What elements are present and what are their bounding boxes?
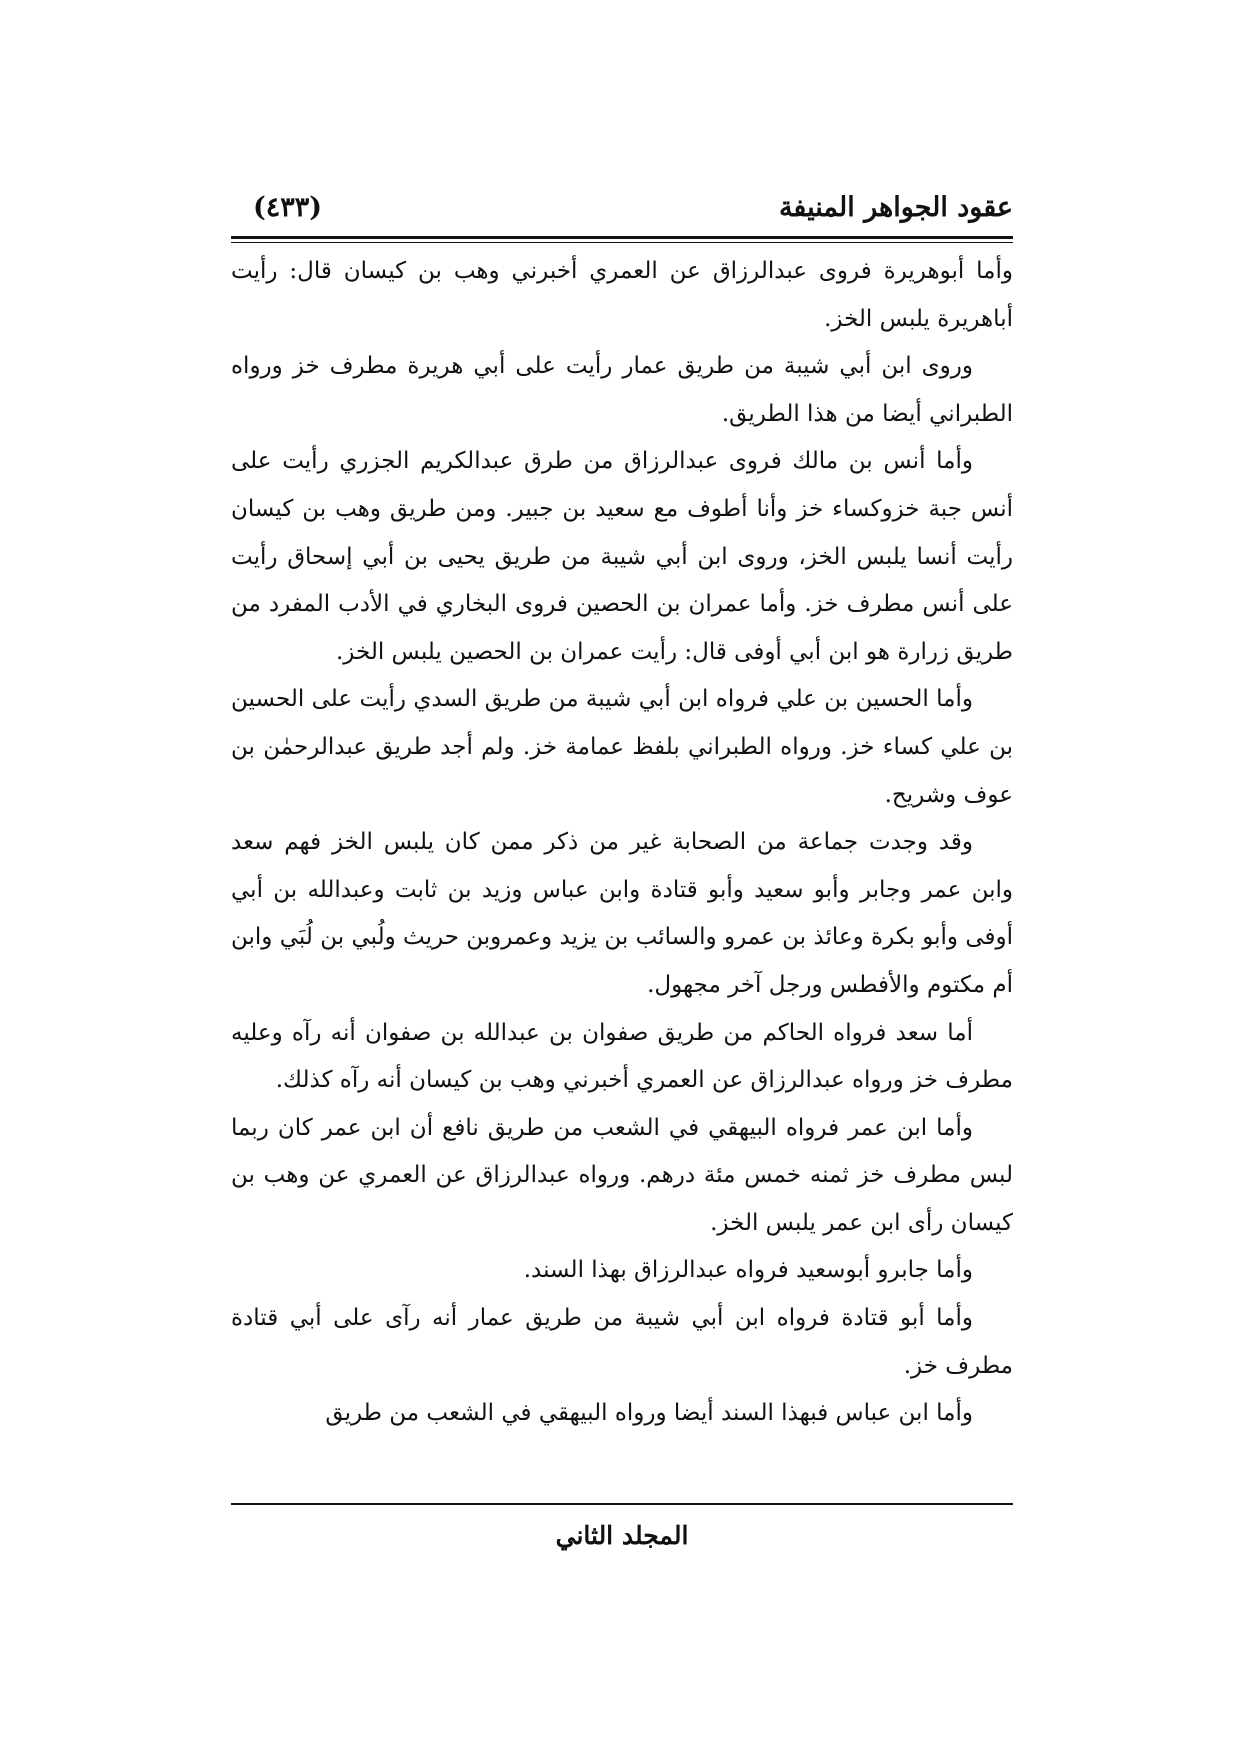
paragraph: وأما جابرو أبوسعيد فرواه عبدالرزاق بهذا السند. bbox=[523, 1257, 973, 1284]
paragraph: أما سعد فرواه الحاكم من طريق صفوان بن عبدالله بن صفوان أنه رآه وعليه مطرف خز ورواه عبدالرزاق عن العمري أخبرني وهب بن كيسان أنه رآه كذلك. bbox=[231, 1019, 1013, 1094]
footer-rule bbox=[231, 1503, 1013, 1505]
header-rule bbox=[231, 236, 1013, 239]
paragraph: وأما ابن عمر فرواه البيهقي في الشعب من طريق نافع أن ابن عمر كان ربما لبس مطرف خز ثمنه خمس مئة درهم. ورواه عبدالرزاق عن العمري عن وهب بن كيسان رأى ابن عمر يلبس الخز. bbox=[231, 1114, 1013, 1236]
page-number: (٤٣٣) bbox=[253, 192, 323, 223]
paragraph: وأما أبو قتادة فرواه ابن أبي شيبة من طريق عمار أنه رآى على أبي قتادة مطرف خز. bbox=[231, 1305, 1013, 1379]
paragraph: وروى ابن أبي شيبة من طريق عمار رأيت على أبي هريرة مطرف خز ورواه الطبراني أيضا من هذا الطريق. bbox=[231, 353, 1013, 427]
page-header bbox=[231, 190, 1013, 238]
body-text bbox=[231, 248, 1013, 1493]
header-rule-thin bbox=[231, 242, 1013, 243]
paragraph: وأما أنس بن مالك فروى عبدالرزاق من طرق عبدالكريم الجزري رأيت على أنس جبة خزوكساء خز وأنا أطوف مع سعيد بن جبير. ومن طريق وهب بن كيسان رأيت أنسا يلبس الخز، وروى ابن أبي شيبة من طريق يحيى بن أبي إسحاق رأيت على أنس مطرف خز. وأما عمران بن الحصين فروى البخاري في الأدب المفرد من طريق زرارة هو ابن أبي أوفى قال: رأيت عمران بن الحصين يلبس الخز. bbox=[231, 448, 1013, 665]
paragraph: وأما الحسين بن علي فرواه ابن أبي شيبة من طريق السدي رأيت على الحسين بن علي كساء خز. ورواه الطبراني بلفظ عمامة خز. ولم أجد طريق عبدالرحمٰن بن عوف وشريح. bbox=[231, 686, 1013, 808]
volume-label: المجلد الثاني bbox=[555, 1521, 689, 1550]
paragraph: وأما أبوهريرة فروى عبدالرزاق عن العمري أخبرني وهب بن كيسان قال: رأيت أباهريرة يلبس الخز. bbox=[231, 258, 1013, 332]
paragraph: وقد وجدت جماعة من الصحابة غير من ذكر ممن كان يلبس الخز فهم سعد وابن عمر وجابر وأبو سعيد وأبو قتادة وابن عباس وزيد بن ثابت وعبدالله بن أبي أوفى وأبو بكرة وعائذ بن عمرو والسائب بن يزيد وعمروبن حريث ولُبي بن لُبَي وابن أم مكتوم والأفطس ورجل آخر مجهول. bbox=[231, 829, 1013, 998]
paragraph: وأما ابن عباس فبهذا السند أيضا ورواه البيهقي في الشعب من طريق bbox=[325, 1400, 973, 1427]
book-title: عقود الجواهر المنيفة bbox=[778, 192, 1013, 223]
